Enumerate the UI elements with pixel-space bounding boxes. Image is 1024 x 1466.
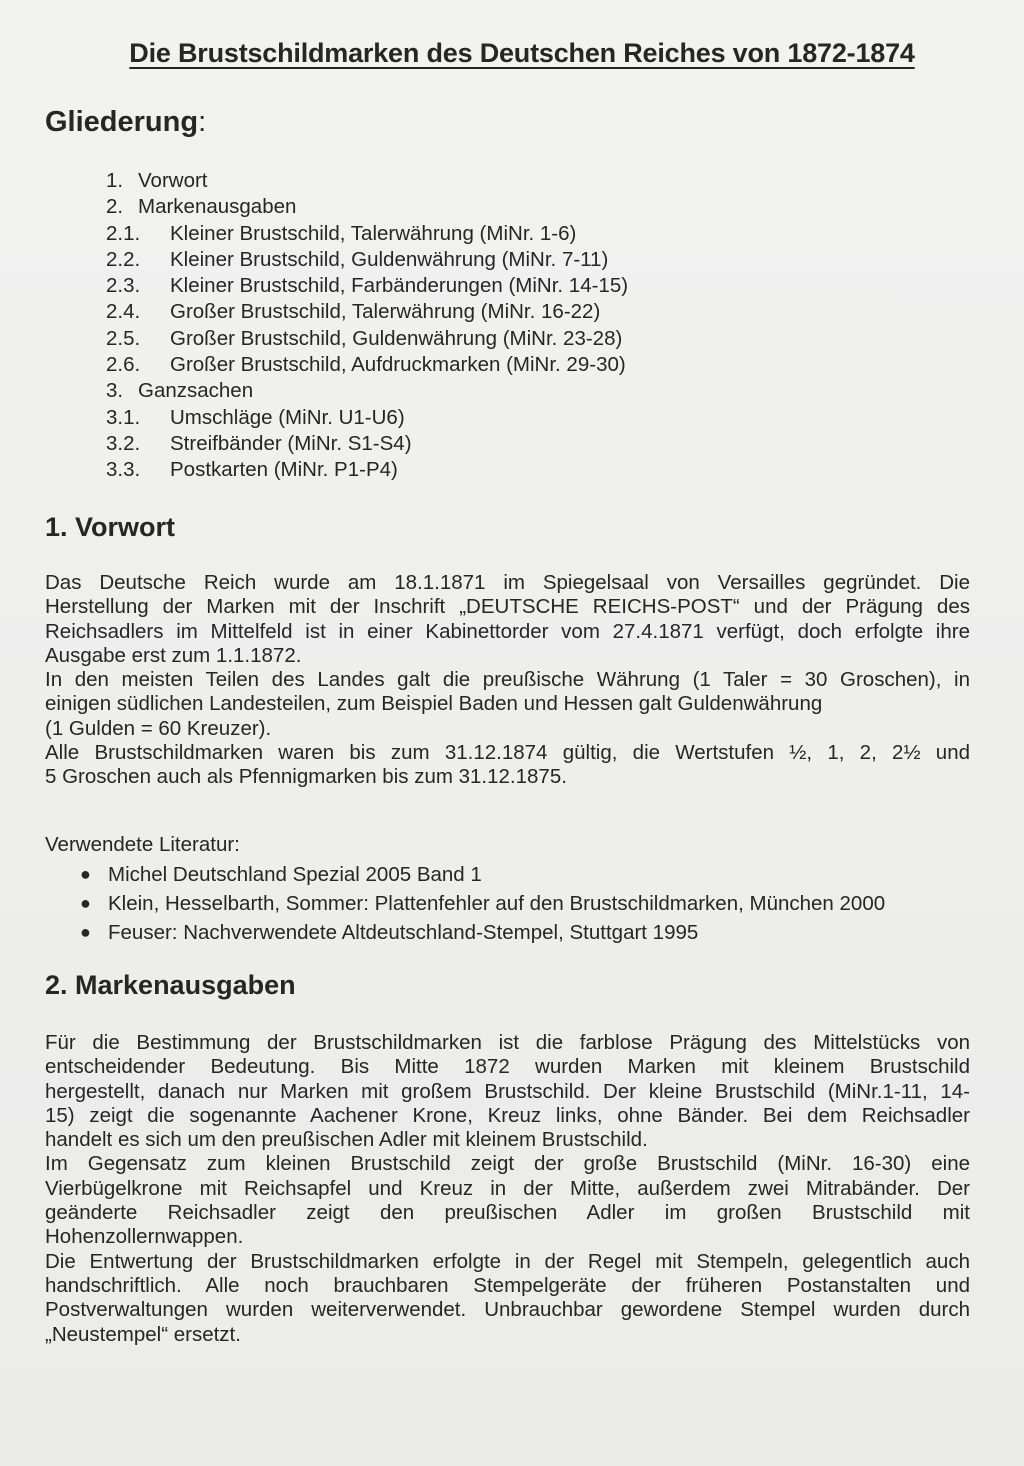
toc-item <box>106 405 628 431</box>
bullet-icon: ● <box>80 922 91 942</box>
text-line: Die Entwertung der Brustschildmarken erfolgte in der Regel mit Stempeln, gelegentlich auch <box>45 1249 970 1273</box>
toc-item <box>106 352 628 378</box>
text-line: geänderte Reichsadler zeigt den preußischen Adler im großen Brustschild mit <box>45 1201 970 1225</box>
literature-item <box>80 860 885 889</box>
toc-item <box>106 431 628 457</box>
bullet-icon: ● <box>80 893 91 913</box>
text-line: handschriftlich. Alle noch brauchbaren Stempelgeräte der früheren Postanstalten und <box>45 1273 970 1297</box>
text-line: Vierbügelkrone mit Reichsapfel und Kreuz in der Mitte, außerdem zwei Mitrabänder. Der <box>45 1176 970 1200</box>
markenausgaben-paragraphs <box>45 1031 970 1347</box>
literature-item <box>80 889 885 918</box>
toc-item <box>106 247 628 273</box>
vorwort-paragraphs <box>45 571 970 790</box>
text-line: Für die Bestimmung der Brustschildmarken ist die farblose Prägung des Mittelstücks von <box>45 1031 970 1054</box>
text-line: 5 Groschen auch als Pfennigmarken bis zum 31.12.1875. <box>45 765 567 789</box>
toc-item-text: Vorwort <box>138 169 208 192</box>
toc-item <box>106 378 628 404</box>
toc-item-number: 3.2. <box>106 431 141 455</box>
text-line: entscheidender Bedeutung. Bis Mitte 1872 wurden Marken mit kleinem Brustschild <box>45 1055 970 1079</box>
literature-label: Verwendete Literatur: <box>45 833 240 856</box>
toc-item-number: 3.3. <box>106 458 141 482</box>
table-of-contents <box>106 168 628 484</box>
section-heading-markenausgaben: 2. Markenausgaben <box>45 970 296 1000</box>
literature-item <box>80 918 885 947</box>
document-title: Die Brustschildmarken des Deutschen Reiches von 1872-1874 <box>129 38 915 68</box>
toc-item-text: Großer Brustschild, Talerwährung (MiNr. 16-22) <box>170 300 601 324</box>
toc-item <box>106 168 628 194</box>
text-line: „Neustempel“ ersetzt. <box>45 1322 241 1346</box>
toc-item-text: Ganzsachen <box>138 379 254 403</box>
text-line: 15) zeigt die sogenannte Aachener Krone, Kreuz links, ohne Bänder. Bei dem Reichsadler <box>45 1103 970 1127</box>
literature-item-text: Feuser: Nachverwendete Altdeutschland-Stempel, Stuttgart 1995 <box>108 921 699 944</box>
literature-list <box>80 860 885 947</box>
toc-item <box>106 299 628 325</box>
toc-item-number: 2.3. <box>106 274 141 298</box>
toc-item-number: 2. <box>106 195 124 219</box>
bullet-icon: ● <box>80 864 91 884</box>
text-line: Hohenzollernwappen. <box>45 1225 244 1249</box>
toc-heading-colon: : <box>198 106 207 138</box>
text-line: Reichsadlers im Mittelfeld ist in einer Kabinettorder vom 27.4.1871 verfügt, doch erfolgte ihre <box>45 619 970 643</box>
text-line: Herstellung der Marken mit der Inschrift „DEUTSCHE REICHS-POST“ und der Prägung des <box>45 595 970 619</box>
text-line: handelt es sich um den preußischen Adler mit kleinem Brustschild. <box>45 1128 648 1152</box>
toc-item-number: 2.5. <box>106 326 141 350</box>
text-line: Ausgabe erst zum 1.1.1872. <box>45 643 302 667</box>
text-line: Postverwaltungen wurden weiterverwendet. Unbrauchbar gewordene Stempel wurden durch <box>45 1298 970 1322</box>
toc-item-text: Kleiner Brustschild, Talerwährung (MiNr. 1-6) <box>170 221 577 245</box>
toc-item-number: 2.2. <box>106 247 141 271</box>
toc-item-text: Postkarten (MiNr. P1-P4) <box>170 458 398 482</box>
text-line: einigen südlichen Landesteilen, zum Beispiel Baden und Hessen galt Guldenwährung <box>45 692 823 716</box>
section-heading-vorwort: 1. Vorwort <box>45 512 176 542</box>
literature-item-text: Michel Deutschland Spezial 2005 Band 1 <box>108 863 482 886</box>
toc-item <box>106 221 628 247</box>
toc-item-number: 2.1. <box>106 221 141 245</box>
text-line: Das Deutsche Reich wurde am 18.1.1871 im Spiegelsaal von Versailles gegründet. Die <box>45 571 970 594</box>
toc-item-text: Streifbänder (MiNr. S1-S4) <box>170 431 412 455</box>
text-line: (1 Gulden = 60 Kreuzer). <box>45 716 272 740</box>
toc-item-number: 3.1. <box>106 405 141 429</box>
toc-item <box>106 194 628 220</box>
toc-item-text: Umschläge (MiNr. U1-U6) <box>170 405 405 429</box>
toc-item-number: 1. <box>106 169 124 192</box>
toc-item-text: Großer Brustschild, Aufdruckmarken (MiNr. 29-30) <box>170 353 626 377</box>
toc-item-number: 2.6. <box>106 353 141 377</box>
text-line: In den meisten Teilen des Landes galt die preußische Währung (1 Taler = 30 Groschen), in <box>45 668 970 692</box>
toc-item-text: Kleiner Brustschild, Farbänderungen (MiNr. 14-15) <box>170 274 629 298</box>
text-line: Alle Brustschildmarken waren bis zum 31.12.1874 gültig, die Wertstufen ½, 1, 2, 2½ und <box>45 741 970 765</box>
toc-item-number: 3. <box>106 379 124 403</box>
toc-item-text: Kleiner Brustschild, Guldenwährung (MiNr. 7-11) <box>170 247 609 271</box>
text-line: hergestellt, danach nur Marken mit großem Brustschild. Der kleine Brustschild (MiNr.1-11, 14- <box>45 1079 970 1103</box>
toc-heading-text: Gliederung <box>45 106 199 138</box>
toc-item-text: Markenausgaben <box>138 195 297 219</box>
text-line: Im Gegensatz zum kleinen Brustschild zeigt der große Brustschild (MiNr. 16-30) eine <box>45 1152 970 1176</box>
toc-item <box>106 326 628 352</box>
toc-item <box>106 457 628 483</box>
literature-item-text: Klein, Hesselbarth, Sommer: Plattenfehler auf den Brustschildmarken, München 2000 <box>108 892 886 915</box>
toc-item-number: 2.4. <box>106 300 141 324</box>
toc-item-text: Großer Brustschild, Guldenwährung (MiNr. 23-28) <box>170 326 623 350</box>
toc-heading <box>45 106 206 139</box>
toc-item <box>106 273 628 299</box>
